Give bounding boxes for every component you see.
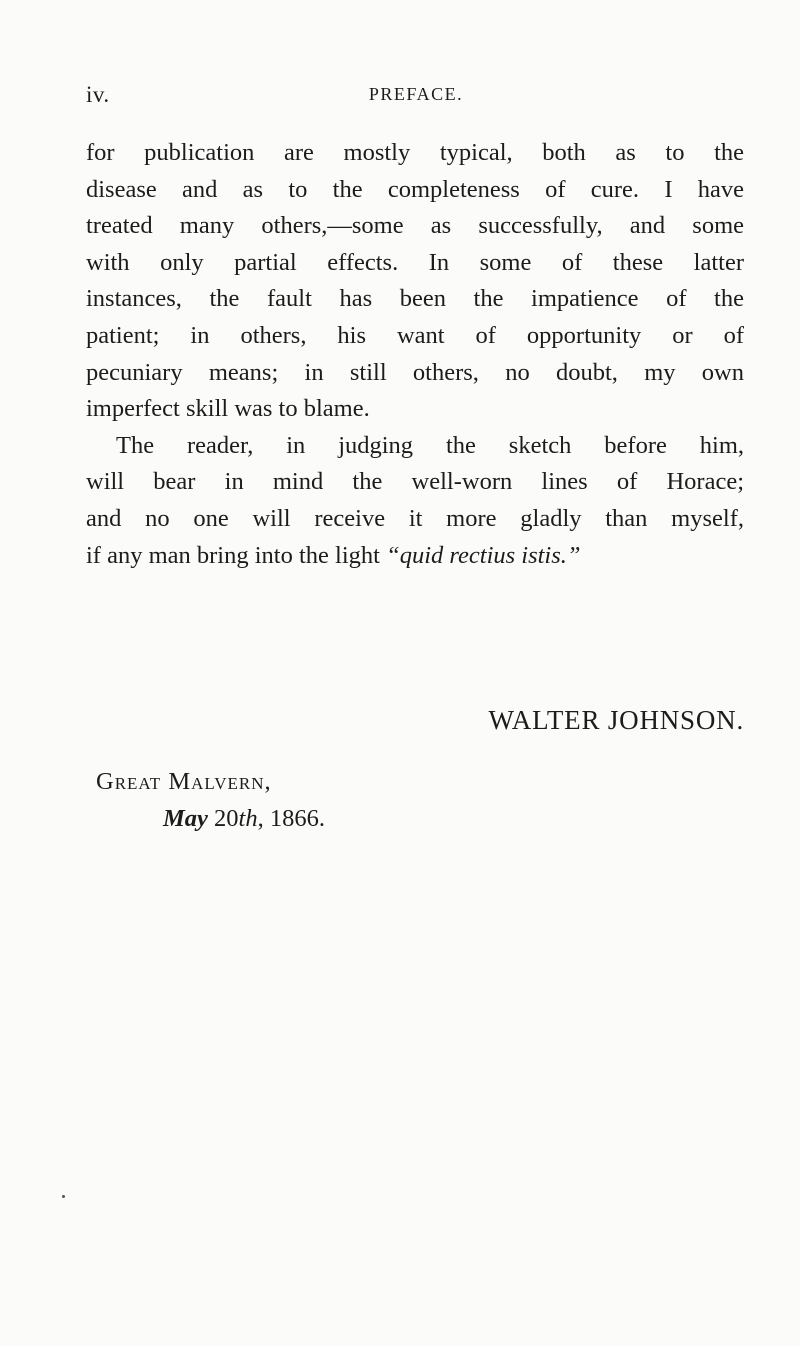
text-line: disease and as to the completeness of cure. I have <box>86 175 744 203</box>
running-title: PREFACE. <box>368 84 464 104</box>
horace-quote: “quid rectius istis.” <box>386 541 581 569</box>
text-line: patient; in others, his want of opportunity or of <box>86 321 744 349</box>
page-header <box>86 82 746 112</box>
date-month: May <box>163 805 208 832</box>
date-year: , 1866. <box>257 805 325 832</box>
text-line: The reader, in judging the sketch before him, <box>116 431 744 459</box>
text-line: imperfect skill was to blame. <box>86 395 370 423</box>
text-line: and no one will receive it more gladly than myself, <box>86 504 744 532</box>
date-ordinal: th <box>238 805 258 832</box>
text-line: instances, the fault has been the impatience of the <box>86 285 744 313</box>
date-day: 20 <box>214 805 239 832</box>
text-line: pecuniary means; in still others, no doubt, my own <box>86 358 744 386</box>
text-line-final <box>86 538 744 575</box>
text-line: will bear in mind the well-worn lines of Horace; <box>86 468 744 496</box>
final-line-text: if any man bring into the light <box>86 541 387 569</box>
paper-speck <box>62 1195 65 1198</box>
page-number: iv. <box>86 82 110 107</box>
text-line: for publication are mostly typical, both as to the <box>86 139 744 166</box>
text-line: with only partial effects. In some of these latter <box>86 248 744 276</box>
date-line <box>163 805 325 833</box>
author-signature: WALTER JOHNSON. <box>488 705 744 735</box>
text-line: treated many others,—some as successfully, and some <box>86 212 744 240</box>
place-line: Great Malvern, <box>96 768 272 795</box>
preface-body <box>86 135 744 574</box>
